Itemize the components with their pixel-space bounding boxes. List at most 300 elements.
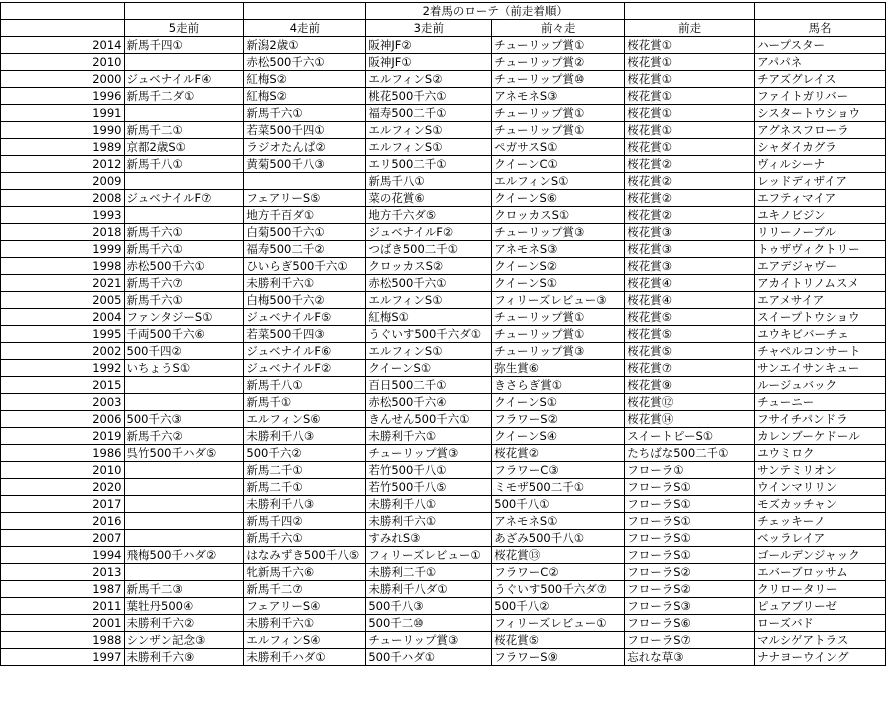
cell-prev: 桜花賞① [625, 71, 755, 88]
cell-2nd-prev: クロッカスS① [492, 207, 625, 224]
cell-prev: フローラS⑥ [625, 615, 755, 632]
cell-horse-name: モズカッチャン [755, 496, 886, 513]
cell-prev: フローラS⑦ [625, 632, 755, 649]
cell-horse-name: スイープトウショウ [755, 309, 886, 326]
cell-5th-prev: 呉竹500千ハダ⑤ [124, 445, 244, 462]
header-4th-prev: 4走前 [244, 20, 366, 37]
table-row [1, 88, 886, 105]
cell-4th-prev: ジュベナイルF② [244, 360, 366, 377]
cell-prev: 桜花賞⑤ [625, 326, 755, 343]
cell-5th-prev [124, 513, 244, 530]
cell-2nd-prev: きさらぎ賞① [492, 377, 625, 394]
cell-3rd-prev: すみれS③ [366, 530, 492, 547]
cell-5th-prev [124, 207, 244, 224]
cell-year: 1987 [1, 581, 125, 598]
cell-5th-prev [124, 377, 244, 394]
cell-2nd-prev: チューリップ賞③ [492, 224, 625, 241]
cell-4th-prev: 紅梅S② [244, 71, 366, 88]
cell-2nd-prev: クイーンS① [492, 394, 625, 411]
header-row [1, 20, 886, 37]
cell-5th-prev: 新馬千六① [124, 241, 244, 258]
header-5th-prev: 5走前 [124, 20, 244, 37]
cell-year: 2005 [1, 292, 125, 309]
cell-year: 1999 [1, 241, 125, 258]
cell-horse-name: マルシゲアトラス [755, 632, 886, 649]
cell-3rd-prev: 阪神JF① [366, 54, 492, 71]
cell-4th-prev: ジュベナイルF⑤ [244, 309, 366, 326]
cell-year: 2004 [1, 309, 125, 326]
cell-prev: フローラS② [625, 564, 755, 581]
cell-2nd-prev: クイーンC① [492, 156, 625, 173]
cell-prev: 桜花賞② [625, 207, 755, 224]
table-row [1, 343, 886, 360]
cell-prev: 桜花賞② [625, 173, 755, 190]
cell-prev: 桜花賞② [625, 156, 755, 173]
cell-horse-name: エバーブロッサム [755, 564, 886, 581]
cell-3rd-prev: うぐいす500千六ダ① [366, 326, 492, 343]
cell-5th-prev: 京都2歳S① [124, 139, 244, 156]
cell-2nd-prev: フラワーC③ [492, 462, 625, 479]
title-left-blank [244, 3, 366, 20]
cell-4th-prev: 新馬千八① [244, 377, 366, 394]
cell-4th-prev: フェアリーS④ [244, 598, 366, 615]
cell-year: 2010 [1, 54, 125, 71]
table-row [1, 564, 886, 581]
table-row [1, 479, 886, 496]
cell-5th-prev: ジュベナイルF⑦ [124, 190, 244, 207]
cell-5th-prev [124, 394, 244, 411]
cell-3rd-prev: 新馬千八① [366, 173, 492, 190]
cell-year: 1993 [1, 207, 125, 224]
cell-4th-prev: 赤松500千六① [244, 54, 366, 71]
table-row [1, 394, 886, 411]
cell-4th-prev: 牝新馬千六⑥ [244, 564, 366, 581]
cell-3rd-prev: エリ500二千① [366, 156, 492, 173]
cell-year: 1990 [1, 122, 125, 139]
cell-3rd-prev: 阪神JF② [366, 37, 492, 54]
table-row [1, 309, 886, 326]
cell-3rd-prev: 百日500二千① [366, 377, 492, 394]
table-row [1, 428, 886, 445]
cell-4th-prev: 福寿500二千② [244, 241, 366, 258]
cell-4th-prev: 未勝利千六① [244, 275, 366, 292]
cell-5th-prev [124, 530, 244, 547]
cell-2nd-prev: チューリップ賞② [492, 54, 625, 71]
cell-year: 2003 [1, 394, 125, 411]
table-row [1, 292, 886, 309]
cell-4th-prev: 地方千百ダ① [244, 207, 366, 224]
cell-year: 2019 [1, 428, 125, 445]
cell-4th-prev: 未勝利千八③ [244, 496, 366, 513]
cell-2nd-prev: 弥生賞⑥ [492, 360, 625, 377]
cell-5th-prev: 新馬千二① [124, 122, 244, 139]
header-horse-name: 馬名 [755, 20, 886, 37]
cell-year: 2006 [1, 411, 125, 428]
cell-4th-prev: 新馬千六① [244, 105, 366, 122]
cell-3rd-prev: 未勝利千六① [366, 513, 492, 530]
cell-horse-name: エフティマイア [755, 190, 886, 207]
cell-year: 1997 [1, 649, 125, 666]
cell-prev: 桜花賞⑦ [625, 360, 755, 377]
cell-4th-prev: 紅梅S② [244, 88, 366, 105]
cell-horse-name: チューニー [755, 394, 886, 411]
cell-horse-name: エアデジャヴー [755, 258, 886, 275]
cell-year: 2001 [1, 615, 125, 632]
cell-3rd-prev: 紅梅S① [366, 309, 492, 326]
cell-3rd-prev: 未勝利千六① [366, 428, 492, 445]
cell-year: 2016 [1, 513, 125, 530]
table-row [1, 649, 886, 666]
cell-year: 2013 [1, 564, 125, 581]
table-row [1, 241, 886, 258]
table-row [1, 258, 886, 275]
cell-prev: 桜花賞① [625, 105, 755, 122]
cell-3rd-prev: エルフィンS② [366, 71, 492, 88]
cell-5th-prev [124, 462, 244, 479]
cell-prev: 桜花賞① [625, 139, 755, 156]
cell-2nd-prev: クイーンS④ [492, 428, 625, 445]
cell-prev: 桜花賞③ [625, 241, 755, 258]
header-year [1, 20, 125, 37]
cell-5th-prev [124, 54, 244, 71]
cell-2nd-prev: チューリップ賞① [492, 105, 625, 122]
cell-3rd-prev: きんせん500千六① [366, 411, 492, 428]
cell-4th-prev: ラジオたんぱ② [244, 139, 366, 156]
cell-2nd-prev: アネモネS③ [492, 241, 625, 258]
table-row [1, 513, 886, 530]
table-row [1, 598, 886, 615]
cell-year: 1988 [1, 632, 125, 649]
cell-horse-name: ローズバド [755, 615, 886, 632]
cell-5th-prev: ファンタジーS① [124, 309, 244, 326]
cell-year: 1995 [1, 326, 125, 343]
cell-2nd-prev: アネモネS③ [492, 88, 625, 105]
cell-3rd-prev: エルフィンS① [366, 122, 492, 139]
cell-horse-name: リリーノーブル [755, 224, 886, 241]
cell-3rd-prev: チューリップ賞③ [366, 632, 492, 649]
table-row [1, 122, 886, 139]
cell-prev: 桜花賞① [625, 54, 755, 71]
title-right-blank [755, 3, 886, 20]
table-row [1, 71, 886, 88]
cell-year: 2011 [1, 598, 125, 615]
header-3rd-prev: 3走前 [366, 20, 492, 37]
cell-4th-prev: 新馬千二⑦ [244, 581, 366, 598]
cell-5th-prev: 新馬千八① [124, 156, 244, 173]
cell-3rd-prev: ジュベナイルF② [366, 224, 492, 241]
cell-2nd-prev: あざみ500千八① [492, 530, 625, 547]
cell-prev: 桜花賞③ [625, 224, 755, 241]
cell-2nd-prev: クイーンS① [492, 275, 625, 292]
cell-5th-prev: いちょうS① [124, 360, 244, 377]
table-title: 2着馬のローテ（前走着順） [366, 3, 625, 20]
cell-2nd-prev: アネモネS① [492, 513, 625, 530]
table-row [1, 275, 886, 292]
cell-4th-prev: 新馬千四② [244, 513, 366, 530]
cell-4th-prev: 黄菊500千八③ [244, 156, 366, 173]
cell-horse-name: フサイチパンドラ [755, 411, 886, 428]
cell-2nd-prev: チューリップ賞① [492, 37, 625, 54]
cell-year: 2007 [1, 530, 125, 547]
header-2nd-prev: 前々走 [492, 20, 625, 37]
cell-year: 2014 [1, 37, 125, 54]
cell-horse-name: ハープスター [755, 37, 886, 54]
cell-prev: 桜花賞⑫ [625, 394, 755, 411]
cell-prev: 桜花賞① [625, 37, 755, 54]
cell-4th-prev: エルフィンS④ [244, 632, 366, 649]
cell-3rd-prev: 500千八③ [366, 598, 492, 615]
table-row [1, 632, 886, 649]
cell-3rd-prev: 地方千六ダ⑤ [366, 207, 492, 224]
cell-prev: たちばな500二千① [625, 445, 755, 462]
cell-5th-prev: 未勝利千六② [124, 615, 244, 632]
cell-horse-name: チアズグレイス [755, 71, 886, 88]
table-row [1, 207, 886, 224]
cell-3rd-prev: 桃花500千六① [366, 88, 492, 105]
cell-2nd-prev: チューリップ賞⑩ [492, 71, 625, 88]
cell-2nd-prev: チューリップ賞③ [492, 343, 625, 360]
cell-horse-name: サンエイサンキュー [755, 360, 886, 377]
cell-prev: フローラS② [625, 581, 755, 598]
cell-horse-name: チャペルコンサート [755, 343, 886, 360]
cell-4th-prev [244, 173, 366, 190]
cell-horse-name: ウインマリリン [755, 479, 886, 496]
cell-horse-name: アカイトリノムスメ [755, 275, 886, 292]
cell-year: 2012 [1, 156, 125, 173]
cell-horse-name: ユウキビバーチェ [755, 326, 886, 343]
cell-2nd-prev: フィリーズレビュー③ [492, 292, 625, 309]
cell-2nd-prev: フラワーS⑨ [492, 649, 625, 666]
cell-5th-prev [124, 564, 244, 581]
cell-4th-prev: 白梅500千六② [244, 292, 366, 309]
table-row [1, 360, 886, 377]
cell-2nd-prev: チューリップ賞① [492, 326, 625, 343]
cell-3rd-prev: 未勝利千八ダ① [366, 581, 492, 598]
cell-year: 2017 [1, 496, 125, 513]
cell-year: 1996 [1, 88, 125, 105]
cell-2nd-prev: チューリップ賞① [492, 122, 625, 139]
cell-4th-prev: 若菜500千四① [244, 122, 366, 139]
cell-horse-name: ベッラレイア [755, 530, 886, 547]
cell-3rd-prev: 赤松500千六④ [366, 394, 492, 411]
cell-2nd-prev: ミモザ500二千① [492, 479, 625, 496]
cell-prev: 忘れな草③ [625, 649, 755, 666]
cell-2nd-prev: 500千八① [492, 496, 625, 513]
cell-4th-prev: フェアリーS⑤ [244, 190, 366, 207]
cell-year: 2021 [1, 275, 125, 292]
cell-3rd-prev: 500千ハダ① [366, 649, 492, 666]
cell-5th-prev: シンザン記念③ [124, 632, 244, 649]
header-prev: 前走 [625, 20, 755, 37]
cell-horse-name: ゴールデンジャック [755, 547, 886, 564]
table-row [1, 54, 886, 71]
cell-3rd-prev: 赤松500千六① [366, 275, 492, 292]
cell-prev: 桜花賞⑤ [625, 309, 755, 326]
cell-2nd-prev: エルフィンS① [492, 173, 625, 190]
cell-4th-prev: 未勝利千ハダ① [244, 649, 366, 666]
cell-3rd-prev: クロッカスS② [366, 258, 492, 275]
cell-4th-prev: エルフィンS⑥ [244, 411, 366, 428]
cell-horse-name: ピュアブリーゼ [755, 598, 886, 615]
cell-horse-name: サンテミリオン [755, 462, 886, 479]
table-row [1, 156, 886, 173]
cell-horse-name: アパパネ [755, 54, 886, 71]
cell-4th-prev: 若菜500千四③ [244, 326, 366, 343]
cell-horse-name: レッドディザイア [755, 173, 886, 190]
cell-year: 2000 [1, 71, 125, 88]
cell-4th-prev: はなみずき500千八⑤ [244, 547, 366, 564]
cell-prev: 桜花賞② [625, 190, 755, 207]
cell-horse-name: ファイトガリバー [755, 88, 886, 105]
cell-prev: 桜花賞④ [625, 275, 755, 292]
table-row [1, 445, 886, 462]
cell-3rd-prev: クイーンS① [366, 360, 492, 377]
table-row [1, 326, 886, 343]
cell-3rd-prev: フィリーズレビュー① [366, 547, 492, 564]
cell-4th-prev: 新馬千六① [244, 530, 366, 547]
cell-prev: 桜花賞① [625, 122, 755, 139]
cell-year: 1991 [1, 105, 125, 122]
cell-year: 1992 [1, 360, 125, 377]
cell-3rd-prev: 未勝利千八① [366, 496, 492, 513]
cell-2nd-prev: ペガサスS① [492, 139, 625, 156]
cell-2nd-prev: チューリップ賞① [492, 309, 625, 326]
cell-prev: フローラS① [625, 513, 755, 530]
cell-horse-name: エアメサイア [755, 292, 886, 309]
cell-horse-name: チェッキーノ [755, 513, 886, 530]
cell-3rd-prev: エルフィンS① [366, 343, 492, 360]
cell-4th-prev: 新馬二千① [244, 479, 366, 496]
cell-3rd-prev: 若竹500千八① [366, 462, 492, 479]
table-row [1, 615, 886, 632]
cell-4th-prev: 未勝利千六① [244, 615, 366, 632]
table-row [1, 581, 886, 598]
cell-5th-prev: 新馬千六① [124, 292, 244, 309]
cell-4th-prev: 未勝利千八③ [244, 428, 366, 445]
cell-horse-name: ナナヨーウイング [755, 649, 886, 666]
cell-3rd-prev: 菜の花賞⑥ [366, 190, 492, 207]
cell-5th-prev: 葉牡丹500④ [124, 598, 244, 615]
cell-5th-prev: 500千六③ [124, 411, 244, 428]
cell-prev: 桜花賞③ [625, 258, 755, 275]
cell-year: 2009 [1, 173, 125, 190]
table-row [1, 547, 886, 564]
cell-year: 1994 [1, 547, 125, 564]
cell-2nd-prev: 桜花賞⑤ [492, 632, 625, 649]
cell-prev: スイートピーS① [625, 428, 755, 445]
cell-5th-prev: 500千四② [124, 343, 244, 360]
cell-horse-name: カレンブーケドール [755, 428, 886, 445]
cell-year: 2010 [1, 462, 125, 479]
table-row [1, 496, 886, 513]
cell-4th-prev: 新馬千① [244, 394, 366, 411]
cell-5th-prev: 新馬千六⑦ [124, 275, 244, 292]
cell-year: 1986 [1, 445, 125, 462]
cell-horse-name: ルージュバック [755, 377, 886, 394]
cell-horse-name: トゥザヴィクトリー [755, 241, 886, 258]
table-row [1, 37, 886, 54]
cell-4th-prev: 500千六② [244, 445, 366, 462]
cell-3rd-prev: つばき500二千① [366, 241, 492, 258]
cell-2nd-prev: フィリーズレビュー① [492, 615, 625, 632]
cell-5th-prev [124, 105, 244, 122]
cell-2nd-prev: 500千八② [492, 598, 625, 615]
cell-5th-prev: 新馬千二③ [124, 581, 244, 598]
cell-prev: フローラS① [625, 530, 755, 547]
cell-prev: 桜花賞① [625, 88, 755, 105]
cell-2nd-prev: 桜花賞⑬ [492, 547, 625, 564]
cell-2nd-prev: フラワーS② [492, 411, 625, 428]
cell-4th-prev: 新馬二千① [244, 462, 366, 479]
cell-prev: 桜花賞⑤ [625, 343, 755, 360]
cell-5th-prev [124, 496, 244, 513]
title-right-blank [625, 3, 755, 20]
cell-3rd-prev: エルフィンS① [366, 292, 492, 309]
cell-5th-prev: 新馬千二ダ① [124, 88, 244, 105]
cell-prev: 桜花賞⑨ [625, 377, 755, 394]
cell-2nd-prev: 桜花賞② [492, 445, 625, 462]
cell-3rd-prev: チューリップ賞③ [366, 445, 492, 462]
cell-5th-prev: 新馬千六① [124, 224, 244, 241]
cell-5th-prev: ジュベナイルF④ [124, 71, 244, 88]
cell-3rd-prev: 福寿500二千① [366, 105, 492, 122]
cell-year: 2018 [1, 224, 125, 241]
cell-2nd-prev: クイーンS⑥ [492, 190, 625, 207]
cell-4th-prev: 白菊500千六① [244, 224, 366, 241]
cell-3rd-prev: エルフィンS① [366, 139, 492, 156]
cell-5th-prev [124, 173, 244, 190]
cell-year: 1989 [1, 139, 125, 156]
cell-year: 2015 [1, 377, 125, 394]
table-row [1, 224, 886, 241]
cell-year: 2020 [1, 479, 125, 496]
cell-prev: 桜花賞④ [625, 292, 755, 309]
cell-2nd-prev: うぐいす500千六ダ⑦ [492, 581, 625, 598]
cell-3rd-prev: 500千二⑩ [366, 615, 492, 632]
table-row [1, 377, 886, 394]
cell-2nd-prev: クイーンS② [492, 258, 625, 275]
title-left-blank [124, 3, 244, 20]
cell-4th-prev: ひいらぎ500千六① [244, 258, 366, 275]
cell-prev: フローラS① [625, 547, 755, 564]
table-row [1, 411, 886, 428]
cell-horse-name: シスタートウショウ [755, 105, 886, 122]
cell-4th-prev: 新潟2歳① [244, 37, 366, 54]
cell-5th-prev: 赤松500千六① [124, 258, 244, 275]
cell-5th-prev: 新馬千六② [124, 428, 244, 445]
cell-5th-prev: 飛梅500千ハダ② [124, 547, 244, 564]
cell-horse-name: クリロータリー [755, 581, 886, 598]
cell-2nd-prev: フラワーC② [492, 564, 625, 581]
table-row [1, 139, 886, 156]
cell-horse-name: アグネスフローラ [755, 122, 886, 139]
title-left-blank [1, 3, 125, 20]
rotation-table [0, 2, 886, 666]
cell-3rd-prev: 若竹500千八⑤ [366, 479, 492, 496]
cell-4th-prev: ジュベナイルF⑥ [244, 343, 366, 360]
cell-5th-prev: 千両500千六⑥ [124, 326, 244, 343]
cell-year: 1998 [1, 258, 125, 275]
cell-year: 2002 [1, 343, 125, 360]
cell-horse-name: ヴィルシーナ [755, 156, 886, 173]
cell-year: 2008 [1, 190, 125, 207]
cell-prev: フローラ① [625, 462, 755, 479]
cell-prev: フローラS① [625, 479, 755, 496]
cell-horse-name: シャダイカグラ [755, 139, 886, 156]
cell-horse-name: ユウミロク [755, 445, 886, 462]
table-row [1, 530, 886, 547]
cell-3rd-prev: 未勝利二千① [366, 564, 492, 581]
